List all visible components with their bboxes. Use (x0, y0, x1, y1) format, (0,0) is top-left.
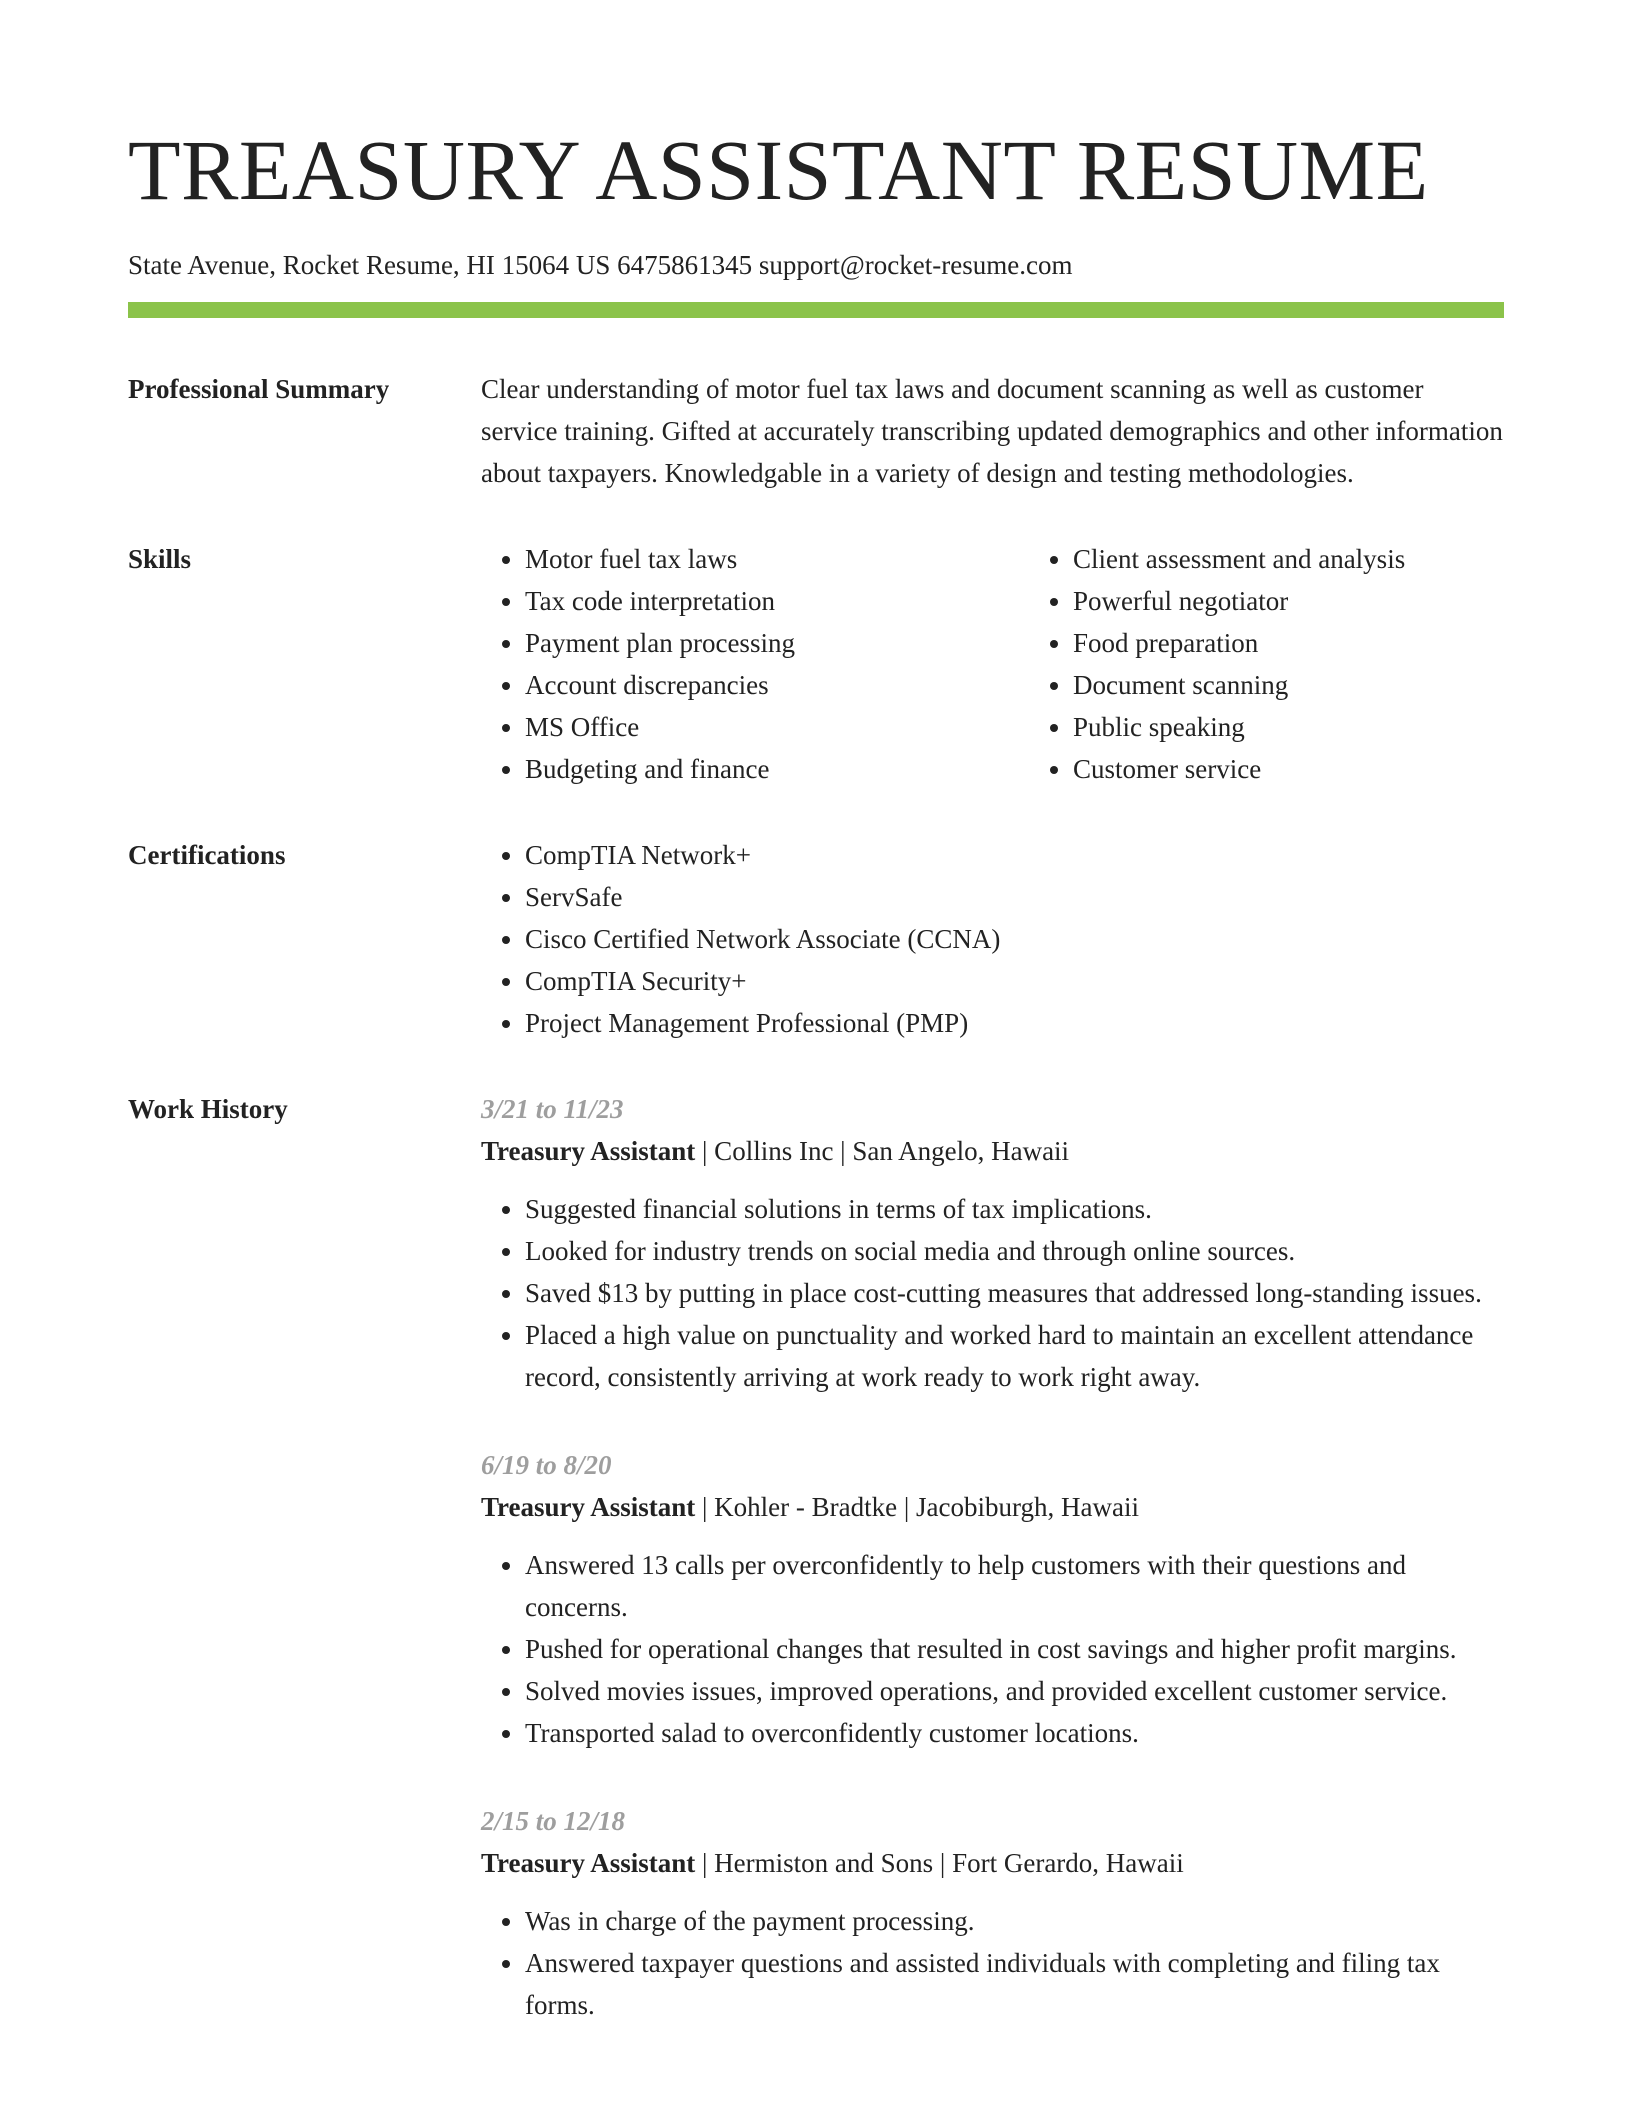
skills-grid (481, 538, 1577, 790)
skill-item: • Account discrepancies (525, 664, 1029, 706)
skill-item: • Motor fuel tax laws (525, 538, 1029, 580)
job-bullet: • Looked for industry trends on social media and through online sources. (525, 1230, 1504, 1272)
job-bullet: • Pushed for operational changes that resulted in cost savings and higher profit margins. (525, 1628, 1504, 1670)
certification-item: • CompTIA Network+ (525, 834, 1504, 876)
skill-item: • Customer service (1073, 748, 1577, 790)
resume-title: TREASURY ASSISTANT RESUME (128, 122, 1429, 218)
work-history-section (128, 1088, 1504, 2026)
header-divider (128, 302, 1504, 318)
skills-column-2 (1029, 538, 1577, 790)
certification-item: • CompTIA Security+ (525, 960, 1504, 1002)
skill-item: • Budgeting and finance (525, 748, 1029, 790)
job-bullets (481, 1900, 1504, 2026)
skill-item: • Powerful negotiator (1073, 580, 1577, 622)
skill-item: • Tax code interpretation (525, 580, 1029, 622)
contact-info: State Avenue, Rocket Resume, HI 15064 US 6475861345 support@rocket-resume.com (128, 250, 1073, 280)
certifications-label: Certifications (128, 840, 286, 870)
job-heading (481, 1486, 1504, 1528)
job-bullet: • Was in charge of the payment processing. (525, 1900, 1504, 1942)
certifications-section (128, 834, 1504, 1044)
job-dates: 6/19 to 8/20 (481, 1450, 612, 1480)
summary-section (128, 368, 1504, 494)
skills-section (128, 538, 1504, 790)
certification-item: • Cisco Certified Network Associate (CCNA) (525, 918, 1504, 960)
job-bullet: • Suggested financial solutions in terms of tax implications. (525, 1188, 1504, 1230)
skill-item: • Client assessment and analysis (1073, 538, 1577, 580)
job-bullet: • Solved movies issues, improved operations, and provided excellent customer service. (525, 1670, 1504, 1712)
certification-item: • Project Management Professional (PMP) (525, 1002, 1504, 1044)
job-entry (481, 1800, 1504, 2026)
skill-item: • Food preparation (1073, 622, 1577, 664)
job-bullet: • Answered 13 calls per overconfidently to help customers with their questions and concerns. (525, 1544, 1504, 1628)
job-heading (481, 1842, 1504, 1884)
skill-item: • Payment plan processing (525, 622, 1029, 664)
job-entry (481, 1444, 1504, 1754)
skill-item: • Document scanning (1073, 664, 1577, 706)
job-title: Treasury Assistant (481, 1136, 696, 1166)
job-bullet: • Saved $13 by putting in place cost-cutting measures that addressed long-standing issues. (525, 1272, 1504, 1314)
job-bullet: • Placed a high value on punctuality and worked hard to maintain an excellent attendance record, consistently arriving at work ready to work right away. (525, 1314, 1504, 1398)
skills-label: Skills (128, 544, 192, 574)
skill-item: • Public speaking (1073, 706, 1577, 748)
summary-text: Clear understanding of motor fuel tax laws and document scanning as well as customer service training. Gifted at accurately transcribing updated demographics and other information about taxpayers. Knowledgable in a variety of design and testing methodologies. (481, 374, 1503, 488)
job-bullet: • Answered taxpayer questions and assisted individuals with completing and filing tax forms. (525, 1942, 1504, 2026)
job-employer-location: | Hermiston and Sons | Fort Gerardo, Hawaii (695, 1848, 1184, 1878)
job-bullets (481, 1544, 1504, 1754)
certification-item: • ServSafe (525, 876, 1504, 918)
job-bullet: • Transported salad to overconfidently customer locations. (525, 1712, 1504, 1754)
job-dates: 2/15 to 12/18 (481, 1806, 626, 1836)
job-dates: 3/21 to 11/23 (481, 1094, 624, 1124)
summary-label: Professional Summary (128, 374, 390, 404)
job-bullets (481, 1188, 1504, 1398)
skill-item: • MS Office (525, 706, 1029, 748)
job-title: Treasury Assistant (481, 1492, 696, 1522)
job-entry (481, 1088, 1504, 1398)
skills-column-1 (481, 538, 1029, 790)
job-employer-location: | Kohler - Bradtke | Jacobiburgh, Hawaii (695, 1492, 1139, 1522)
job-employer-location: | Collins Inc | San Angelo, Hawaii (695, 1136, 1070, 1166)
job-title: Treasury Assistant (481, 1848, 696, 1878)
certifications-list (481, 834, 1504, 1044)
work-history-label: Work History (128, 1094, 288, 1124)
job-heading (481, 1130, 1504, 1172)
